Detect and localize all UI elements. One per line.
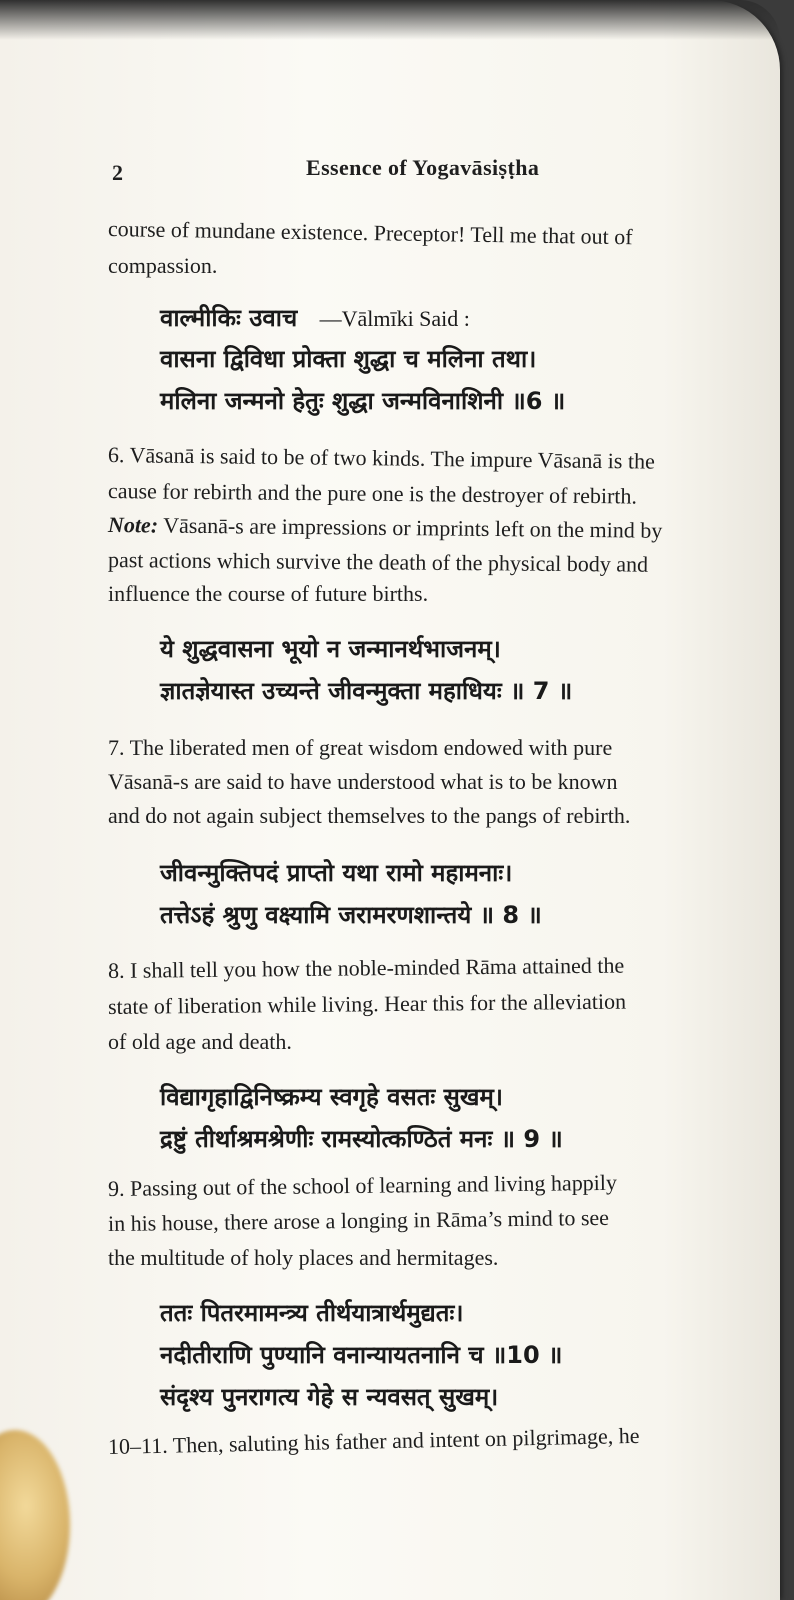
verse-6-sanskrit-line-1: वासना द्विविधा प्रोक्ता शुद्धा च मलिना तथा।: [160, 345, 537, 373]
verse-7-translation-line-2: Vāsanā-s are said to have understood what is to be known: [108, 769, 618, 794]
page-number: 2: [112, 160, 123, 185]
verse-8-sanskrit-line-2: तत्तेऽहं श्रुणु वक्ष्यामि जरामरणशान्तये ॥ 8 ॥: [160, 901, 542, 929]
verse-10-sanskrit-line-3: संदृश्य पुनरागत्य गेहे स न्यवसत् सुखम्।: [160, 1383, 499, 1411]
speaker-english: —Vālmīki Said :: [319, 306, 470, 331]
verse-6-note-line-3: influence the course of future births.: [108, 581, 429, 606]
verse-9-sanskrit-line-2: द्रष्टुं तीर्थाश्रमश्रेणीः रामस्योत्कण्ठितं मनः ॥ 9 ॥: [160, 1125, 563, 1153]
verse-8-translation-line-2: state of liberation while living. Hear this for the alleviation: [107, 988, 627, 1019]
verse-6-translation-line-1: 6. Vāsanā is said to be of two kinds. The impure Vāsanā is the: [107, 442, 655, 474]
verse-6-note-line-2: past actions which survive the death of the physical body and: [107, 547, 649, 577]
note-label: Note:: [107, 512, 159, 538]
verse-6-sanskrit-line-2: मलिना जन्मनो हेतुः शुद्धा जन्मविनाशिनी ॥6 ॥: [160, 387, 566, 415]
speaker-sanskrit: वाल्मीकिः उवाच: [160, 304, 298, 332]
page-top-shadow: [0, 0, 780, 40]
verse-7-translation-line-1: 7. The liberated men of great wisdom endowed with pure: [108, 735, 613, 760]
verse-9-translation-line-3: the multitude of holy places and hermitages.: [108, 1245, 499, 1270]
intro-line-2: compassion.: [108, 253, 218, 278]
verse-10-sanskrit-line-2: नदीतीराणि पुण्यानि वनान्यायतनानि च ॥10 ॥: [160, 1341, 563, 1369]
verse-10-sanskrit-line-1: ततः पितरमामन्त्र्य तीर्थयात्रार्थमुद्यतः।: [160, 1299, 464, 1327]
verse-10-translation-line-1: 10–11. Then, saluting his father and intent on pilgrimage, he: [107, 1422, 640, 1459]
verse-6-translation-line-2: cause for rebirth and the pure one is the destroyer of rebirth.: [107, 478, 638, 509]
note-text-1: Vāsanā-s are impressions or imprints left on the mind by: [157, 512, 663, 543]
speaker-line: [160, 301, 470, 334]
verse-8-translation-line-3: of old age and death.: [108, 1029, 292, 1054]
verse-7-sanskrit-line-1: ये शुद्धवासना भूयो न जन्मानर्थभाजनम्।: [160, 635, 501, 663]
verse-7-translation-line-3: and do not again subject themselves to the pangs of rebirth.: [108, 803, 631, 828]
intro-line-1: course of mundane existence. Preceptor! Tell me that out of: [107, 216, 633, 250]
verse-8-translation-line-1: 8. I shall tell you how the noble-minded Rāma attained the: [107, 952, 625, 983]
verse-9-translation-line-2: in his house, there arose a longing in Rāma’s mind to see: [107, 1204, 610, 1236]
verse-9-sanskrit-line-1: विद्यागृहाद्विनिष्क्रम्य स्वगृहे वसतः सुखम्।: [160, 1083, 503, 1111]
verse-8-sanskrit-line-1: जीवन्मुक्तिपदं प्राप्तो यथा रामो महामनाः।: [160, 859, 513, 887]
running-title: Essence of Yogavāsiṣṭha: [306, 155, 540, 180]
verse-7-sanskrit-line-2: ज्ञातज्ञेयास्त उच्यन्ते जीवन्मुक्ता महाधियः ॥ 7 ॥: [160, 677, 573, 705]
verse-9-translation-line-1: 9. Passing out of the school of learning and living happily: [107, 1169, 618, 1201]
